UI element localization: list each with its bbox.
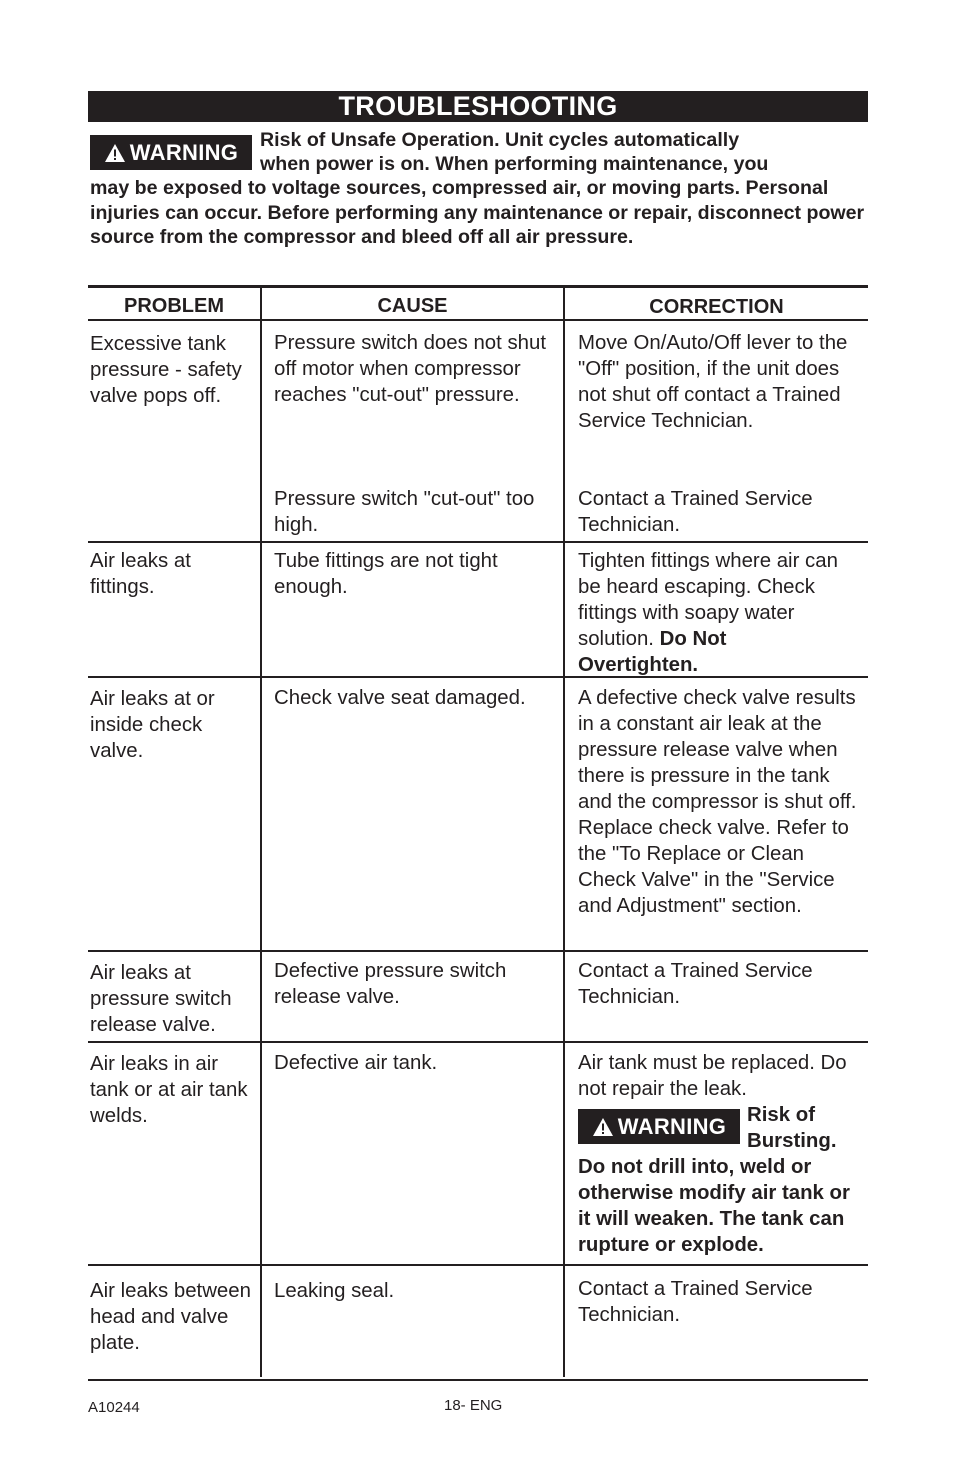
row5-problem: Air leaks in air tank or at air tank welds.	[90, 1053, 248, 1127]
document-code: A10244	[88, 1399, 140, 1416]
row6-cause: Leaking seal.	[274, 1280, 395, 1302]
row1-correction-1: Move On/Auto/Off lever to the "Off" position, if the unit does not shut off contact a Trained Service Technician.	[578, 332, 848, 432]
row1-problem: Excessive tank pressure - safety valve pops off.	[90, 333, 242, 407]
row5-warning-text: Do not drill into, weld or otherwise modify air tank or it will weaken. The tank can rupture or explode.	[578, 1156, 850, 1256]
warning-triangle-icon	[104, 143, 126, 163]
warning-badge-label: WARNING	[129, 139, 239, 165]
page-title: TROUBLESHOOTING	[338, 91, 618, 121]
page-number: 18- ENG	[444, 1397, 503, 1414]
row-rule	[88, 1264, 868, 1266]
column-rule	[563, 285, 565, 1377]
header-cause: CAUSE	[377, 295, 448, 317]
row5-warning-badge	[578, 1109, 740, 1144]
row6-problem: Air leaks between head and valve plate.	[90, 1280, 251, 1354]
row-rule	[88, 1041, 868, 1043]
row-rule	[88, 541, 868, 543]
row6-correction: Contact a Trained Service Technician.	[578, 1278, 813, 1326]
row5-cause: Defective air tank.	[274, 1052, 438, 1074]
row4-cause: Defective pressure switch release valve.	[274, 960, 507, 1008]
row2-problem: Air leaks at fittings.	[90, 550, 191, 598]
table-bottom-rule	[88, 1379, 868, 1381]
warning-text-line1: Risk of Unsafe Operation. Unit cycles automatically	[260, 129, 740, 151]
row5-warning-title-1: Risk of	[747, 1104, 815, 1126]
header-rule	[88, 319, 868, 321]
row2-correction-bold: Do Not Overtighten.	[578, 628, 727, 676]
row1-correction-2: Contact a Trained Service Technician.	[578, 488, 813, 536]
warning-badge	[90, 135, 252, 170]
row1-cause-1: Pressure switch does not shut off motor when compressor reaches "cut-out" pressure.	[274, 332, 547, 406]
row1-cause-2: Pressure switch "cut-out" too high.	[274, 488, 535, 536]
warning-text-line2: when power is on. When performing maintenance, you	[260, 153, 769, 176]
row3-problem: Air leaks at or inside check valve.	[90, 688, 215, 762]
column-rule	[260, 285, 262, 1377]
row-rule	[88, 950, 868, 952]
troubleshooting-table	[88, 285, 868, 1382]
table-top-rule	[88, 285, 868, 288]
header-correction: CORRECTION	[649, 296, 784, 318]
row2-correction	[578, 548, 848, 678]
warning-triangle-icon	[592, 1117, 614, 1137]
row4-correction: Contact a Trained Service Technician.	[578, 960, 813, 1008]
row5-correction: Air tank must be replaced. Do not repair the leak.	[578, 1052, 847, 1100]
row4-problem: Air leaks at pressure switch release valve.	[90, 962, 232, 1036]
warning-notice	[90, 128, 866, 249]
row2-cause: Tube fittings are not tight enough.	[274, 550, 498, 598]
row2-correction-text: Tighten fittings where air can be heard escaping. Check fittings with soapy water solution.	[578, 550, 838, 650]
warning-text-rest: may be exposed to voltage sources, compressed air, or moving parts. Personal injuries can occur. Before performing any maintenance or repair, disconnect power source from the compressor and bleed off all air pressure.	[90, 177, 865, 248]
header-problem: PROBLEM	[124, 295, 224, 317]
row3-cause: Check valve seat damaged.	[274, 687, 526, 709]
row5-warning-title-2: Bursting.	[747, 1130, 837, 1152]
row5-warning-title	[747, 1102, 867, 1154]
row3-correction: A defective check valve results in a constant air leak at the pressure release valve when there is pressure in the tank and the compressor is shut off. Replace check valve. Refer to the "To Replace or Clean Check Valve" in the "Service and Adjustment" section.	[578, 687, 857, 917]
row5-warning-badge-label: WARNING	[617, 1113, 727, 1139]
title-bar	[88, 91, 868, 122]
